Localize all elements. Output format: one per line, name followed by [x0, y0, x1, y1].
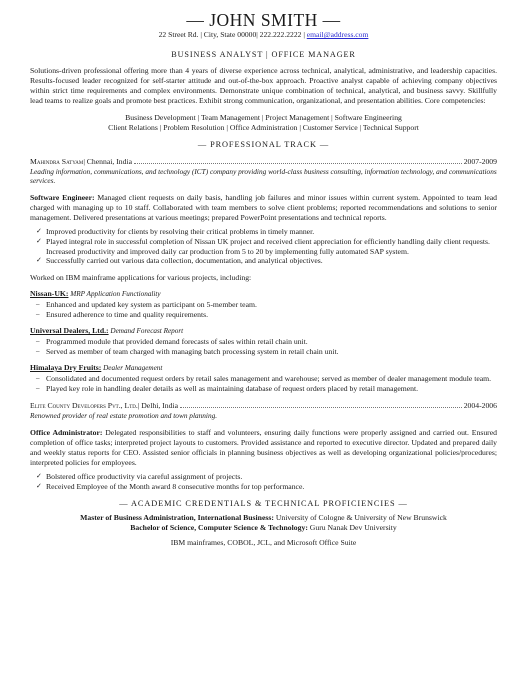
contact-line [30, 30, 497, 40]
dash-icon: – [36, 337, 40, 346]
section-title-academic: — ACADEMIC CREDENTIALS & TECHNICAL PROFICIENCIES — [119, 499, 408, 509]
job-1-location: | Chennai, India [83, 156, 133, 166]
email-link[interactable]: email@address.com [306, 30, 369, 39]
section-title-professional: — PROFESSIONAL TRACK — [197, 139, 330, 149]
list-item: ✓ Played integral role in successful completion of Nissan UK project and received client appreciation for efficiently handling daily client requests. Increased productivity and improved daily car production from 5 to 20 by implementing fully automated SAP system. [36, 236, 490, 256]
list-item: – Played key role in handling dealer details as well as maintaining database of request orders placed by retail management. [36, 383, 419, 393]
education-item-1: Master of Business Administration, International Business: University of Cologne & University of New Brunswick [80, 513, 447, 523]
project-1-bullets [30, 300, 497, 320]
job-2-header [30, 401, 497, 411]
list-item: ✓ Improved productivity for clients by resolving their critical problems in timely manner. [36, 226, 315, 236]
core-competencies [30, 113, 497, 133]
job-2-role-title: Office Administrator: [30, 428, 103, 438]
project-1-title: Nissan-UK: MRP Application Functionality [30, 289, 161, 299]
check-icon: ✓ [36, 226, 42, 235]
job-2-achievements [30, 472, 497, 492]
job-2-role-text: Delegated responsibilities to staff and volunteers, ensuring daily functions were properly assigned and carried out. Ensured completion of office tasks; interpreted project layouts to customers. Provided assistance and reported to executive director. Updated and prepared daily and weekly status reports for CEO. Assisted senior officials in planning business objectives as well as developing organizational policies/procedures; interpreted policies for employees. [30, 428, 497, 467]
dash-icon: – [36, 300, 40, 309]
project-2-title: Universal Dealers, Ltd.: Demand Forecast Report [30, 326, 184, 336]
job-2-role [30, 428, 497, 468]
job-1-role-title: Software Engineer: [30, 193, 95, 203]
job-2-dates: 2004-2006 [463, 400, 497, 410]
project-2-bullets [30, 337, 497, 357]
list-item: ✓ Bolstered office productivity via careful assignment of projects. [36, 471, 243, 481]
job-1-dates: 2007-2009 [463, 156, 497, 166]
dash-icon: – [36, 374, 40, 382]
job-2-company: Elite County Developers Pvt., Ltd. [30, 400, 138, 410]
job-1-role-text: Managed client requests on daily basis, handling job failures and minor issues within current system. Appointed to team lead charged with managing up to 10 staff. Collaborated with team members to solve client problems; reported recommendations and solutions to senior management. Delivered presentations at various meetings; prepared PowerPoint presentations and technical reports. [30, 193, 497, 222]
dash-icon: – [36, 347, 40, 356]
check-icon: ✓ [36, 471, 42, 480]
check-icon: ✓ [36, 236, 42, 245]
job-1-leader [134, 163, 462, 164]
job-1-achievements [30, 227, 497, 267]
dash-icon: – [36, 310, 40, 319]
list-item: ✓ Successfully carried out various data collection, documentation, and analytical objectives. [36, 256, 323, 266]
education-item-2: Bachelor of Science, Computer Science & Technology: Guru Nanak Dev University [130, 523, 397, 533]
projects-intro: Worked on IBM mainframe applications for various projects, including: [30, 273, 252, 283]
professional-headline: BUSINESS ANALYST | OFFICE MANAGER [171, 50, 356, 59]
competencies-line-2: Client Relations | Problem Resolution | Office Administration | Customer Service | Technical Support [108, 122, 419, 132]
check-icon: ✓ [36, 256, 42, 265]
competencies-line-1: Business Development | Team Management | Project Management | Software Engineering [125, 112, 402, 122]
list-item: – Programmed module that provided demand forecasts of sales within retail chain unit. [36, 337, 308, 347]
list-item: ✓ Received Employee of the Month award 8 consecutive months for top performance. [36, 481, 305, 491]
check-icon: ✓ [36, 481, 42, 490]
project-3-bullets [30, 374, 497, 394]
job-1-role [30, 193, 497, 223]
candidate-name: — JOHN SMITH — [186, 10, 341, 30]
job-1-company: Mahindra Satyam [30, 156, 84, 166]
job-2-leader [180, 407, 462, 408]
technical-proficiencies: IBM mainframes, COBOL, JCL, and Microsoft Office Suite [170, 538, 357, 548]
job-1-company-description: Leading information, communications, and technology (ICT) company providing world-class business consulting, information technology, and communications services. [30, 166, 497, 185]
list-item: – Ensured adherence to time and quality requirements. [36, 310, 209, 320]
project-3-title: Himalaya Dry Fruits: Dealer Management [30, 363, 163, 372]
contact-address: 22 Street Rd. | City, State 00000| 222.222.2222 | [158, 30, 307, 39]
dash-icon: – [36, 383, 40, 392]
list-item: – Consolidated and documented request orders by retail sales management and warehouse; served as member of dealer management module team. [36, 374, 492, 383]
education-list [30, 513, 497, 533]
job-1-header [30, 157, 497, 167]
summary-paragraph: Solutions-driven professional offering more than 4 years of diverse experience across technical, analytical, administrative, and leadership capacities. Results-focused leader recognized for self-starter attitude and out-of-the-box approach. Proactive analyst capable of achieving company objectives within strict time requirements and complex environments. Demonstrate unique combination of technical, analytical, and business savvy. Skillfully lead teams to realize goals and promote best practices. Exhibit strong communication, organizational, and presentation abilities. Core competencies: [30, 66, 497, 105]
job-2-company-description: Renowned provider of real estate promotion and town planning. [30, 410, 218, 420]
list-item: – Served as member of team charged with managing batch processing system in retail chain unit. [36, 347, 339, 357]
job-2-location: | Delhi, India [137, 400, 178, 410]
list-item: – Enhanced and updated key system as participant on 5-member team. [36, 300, 257, 310]
